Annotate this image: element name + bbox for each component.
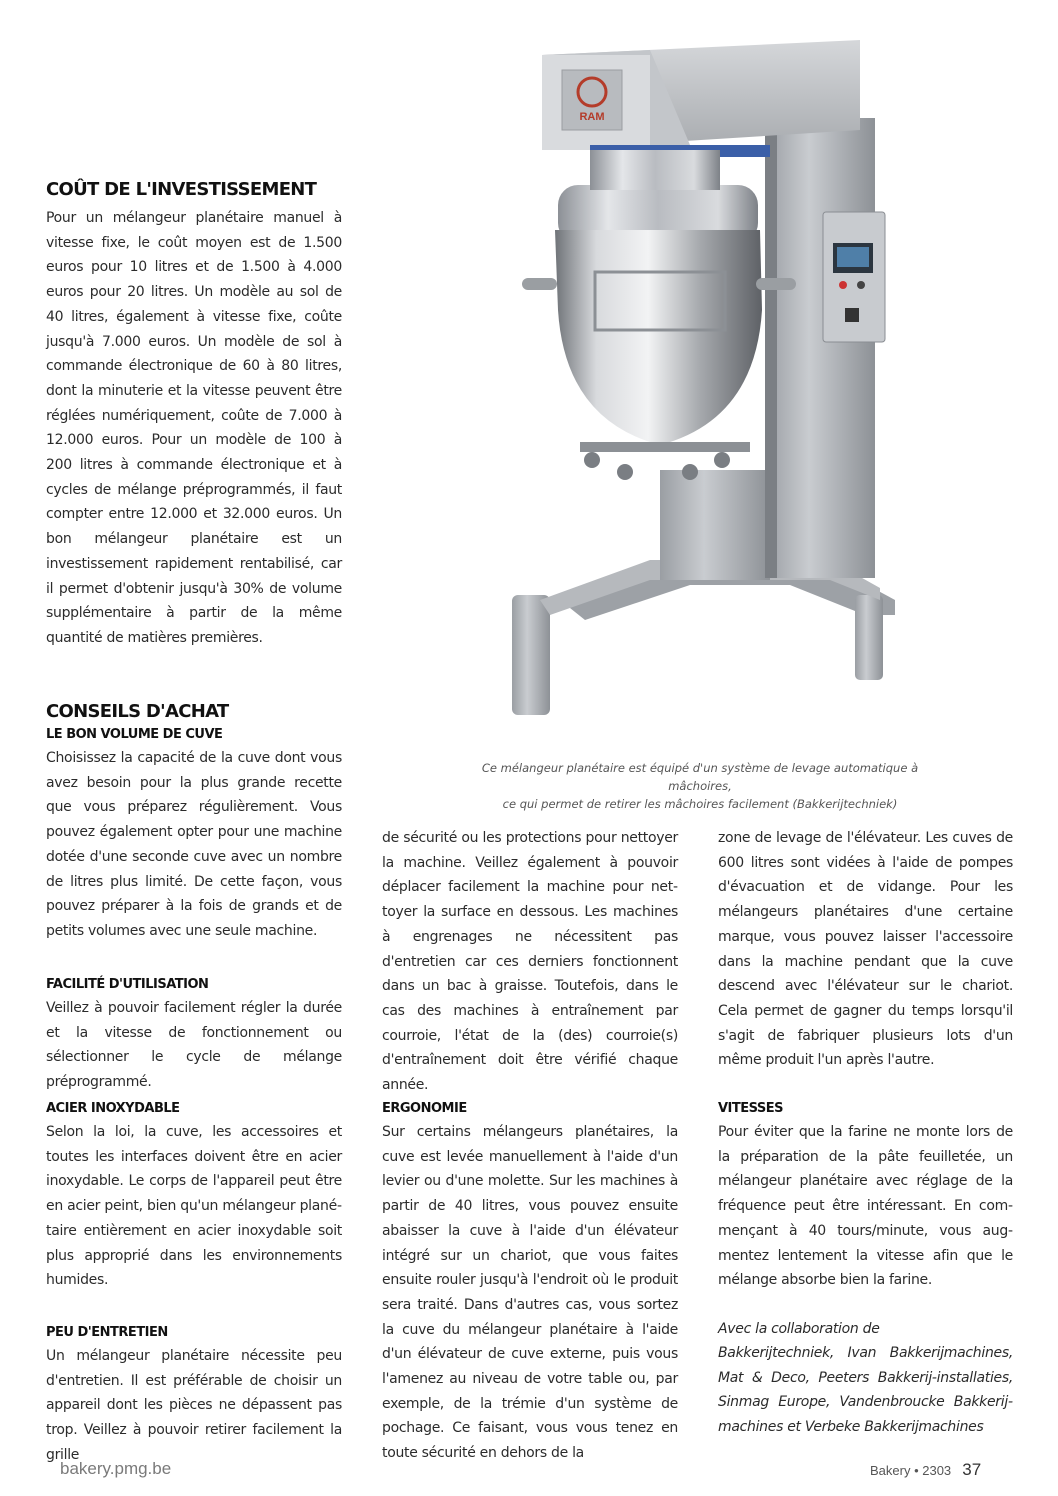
maintenance-heading: PEU D'ENTRETIEN xyxy=(46,1325,168,1340)
section-cost xyxy=(46,178,342,651)
ease-heading: FACILITÉ D'UTILISATION xyxy=(46,977,209,992)
credit-line1: Avec la collaboration de xyxy=(718,1320,880,1337)
mixer-photo xyxy=(500,40,920,730)
caption-line-1: Ce mélangeur planétaire est équipé d'un système de levage automatique à mâchoires, xyxy=(481,761,919,793)
cost-paragraph: Pour un mélangeur planétaire manuel à vitesse fixe, le coût moyen est de 1.500 euros pour 10 litres et de 1.500 à 4.000 euros pour 20 litres. Un modèle au sol de 40 litres, également à vitesse fixe, coûte jusqu'à 7.000 euros. Un modèle de sol à commande électronique de 60 à 80 litres, dont la minuterie et la vitesse peuvent être réglées numériquement, coûte de 7.000 à 12.000 euros. Pour un modèle de 100 à 200 litres à commande électronique et à cycles de mélange préprogrammés, il faut compter entre 12.000 et 32.000 euros. Un bon mélangeur planétaire est un investissement rapidement rentabilisé, car il permet d'obtenir jusqu'à 30% de volume supplémentaire à partir de la même quantité de matières premières. xyxy=(46,210,342,646)
col2-continued xyxy=(382,826,678,1098)
section-ease xyxy=(46,974,342,1095)
image-caption xyxy=(450,759,950,813)
col3-paragraph: zone de levage de l'élévateur. Les cuves de 600 litres sont vidées à l'aide de pompes d'évacuation et de vidange. Pour les mélangeurs planétaires d'une certaine marque, vous pouvez laisser l'accessoire dans la machine pendant que la cuve descend avec l'élévateur sur le chariot. Cela permet de gagner du temps lorsqu'il s'agit de fabriquer plusieurs lots d'un même produit l'un après l'autre. xyxy=(718,830,1013,1069)
page-number: 37 xyxy=(962,1460,982,1479)
ergonomie-heading: ERGONOMIE xyxy=(382,1101,467,1116)
advice-heading: CONSEILS D'ACHAT xyxy=(46,701,229,722)
footer-right xyxy=(870,1460,981,1480)
section-ergonomie xyxy=(382,1098,678,1466)
col2-paragraph: de sécurité ou les protections pour nettoyer la machine. Veillez également à pouvoir déplacer facilement la machine pour nettoyer la surface en dessous. Les machines à engrenages ne nécessitent pas d'entretien car ces derniers fonctionnent dans un bac à graisse. Toutefois, dans le cas des machines à entraînement par courroie, l'état de la (des) courroie(s) d'entraînement doit être vérifié chaque année. xyxy=(382,830,678,1094)
volume-paragraph: Choisissez la capacité de la cuve dont vous avez besoin pour la plus grande recette que vous préparez régulièrement. Vous pouvez également opter pour une machine dotée d'une seconde cuve avec un nombre de litres plus limité. De cette façon, vous pouvez préparer à la fois de grands et de petits volumes avec une seule machine. xyxy=(46,750,342,939)
section-vitesses xyxy=(718,1098,1013,1439)
steel-heading: ACIER INOXYDABLE xyxy=(46,1101,180,1116)
ergonomie-paragraph: Sur certains mélangeurs planétaires, la cuve est levée manuellement à l'aide d'un levier ou d'une molette. Sur les machines à partir de 40 litres, vous pouvez ensuite abaisser la cuve à l'aide d'un élévateur intégré sur un chariot, que vous faites ensuite rouler jusqu'à l'endroit où le produit sera traité. Dans d'autres cas, vous sortez la cuve du mélangeur planétaire à l'aide d'un élévateur de cuve externe, puis vous l'amenez au niveau de votre table ou, par exemple, de la trémie d'un système de pochage. Ce faisant, vous vous tenez en toute sécurité en dehors de la xyxy=(382,1124,678,1462)
footer-issue: Bakery • 2303 xyxy=(870,1463,952,1478)
section-steel xyxy=(46,1098,342,1293)
section-maintenance xyxy=(46,1322,342,1468)
mixer-bowl xyxy=(555,230,762,445)
ease-paragraph: Veillez à pouvoir facilement régler la durée et la vitesse de fonctionnement ou sélectionner le cycle de mélange préprogrammé. xyxy=(46,1000,342,1091)
mixer-logo-text: RAM xyxy=(579,111,605,123)
vitesses-heading: VITESSES xyxy=(718,1101,784,1116)
vitesses-paragraph: Pour éviter que la farine ne monte lors de la préparation de la pâte feuilletée, un mélangeur planétaire avec réglage de la fréquence peut être intéressant. En commençant à 40 tours/minute, vous augmentez lentement la vitesse afin que le mélange absorbe bien la farine. xyxy=(718,1124,1013,1289)
section-advice xyxy=(46,700,342,944)
cost-heading: COÛT DE L'INVESTISSEMENT xyxy=(46,179,317,200)
steel-paragraph: Selon la loi, la cuve, les accessoires et toutes les interfaces doivent être en acier inoxydable. Le corps de l'appareil peut être en acier peint, bien qu'un mélangeur planétaire entièrement en acier inoxydable soit plus approprié dans les environnements humides. xyxy=(46,1124,342,1289)
maintenance-paragraph: Un mélangeur planétaire nécessite peu d'entretien. Il est préférable de choisir un appareil dont les pièces ne dépassent pas trop. Veillez à pouvoir retirer facilement la grille xyxy=(46,1348,342,1463)
footer-website: bakery.pmg.be xyxy=(60,1459,172,1478)
volume-heading: LE BON VOLUME DE CUVE xyxy=(46,727,223,742)
credit-names: Bakkerijtechniek, Ivan Bakkerijmachines, Mat & Deco, Peeters Bakkerij-installaties, Sinmag Europe, Vandenbroucke Bakkerijmachines et Verbeke Bakkerijmachines xyxy=(718,1345,1013,1435)
col3-continued xyxy=(718,826,1013,1073)
caption-line-2: ce qui permet de retirer les mâchoires facilement (Bakkerijtechniek) xyxy=(502,797,898,811)
